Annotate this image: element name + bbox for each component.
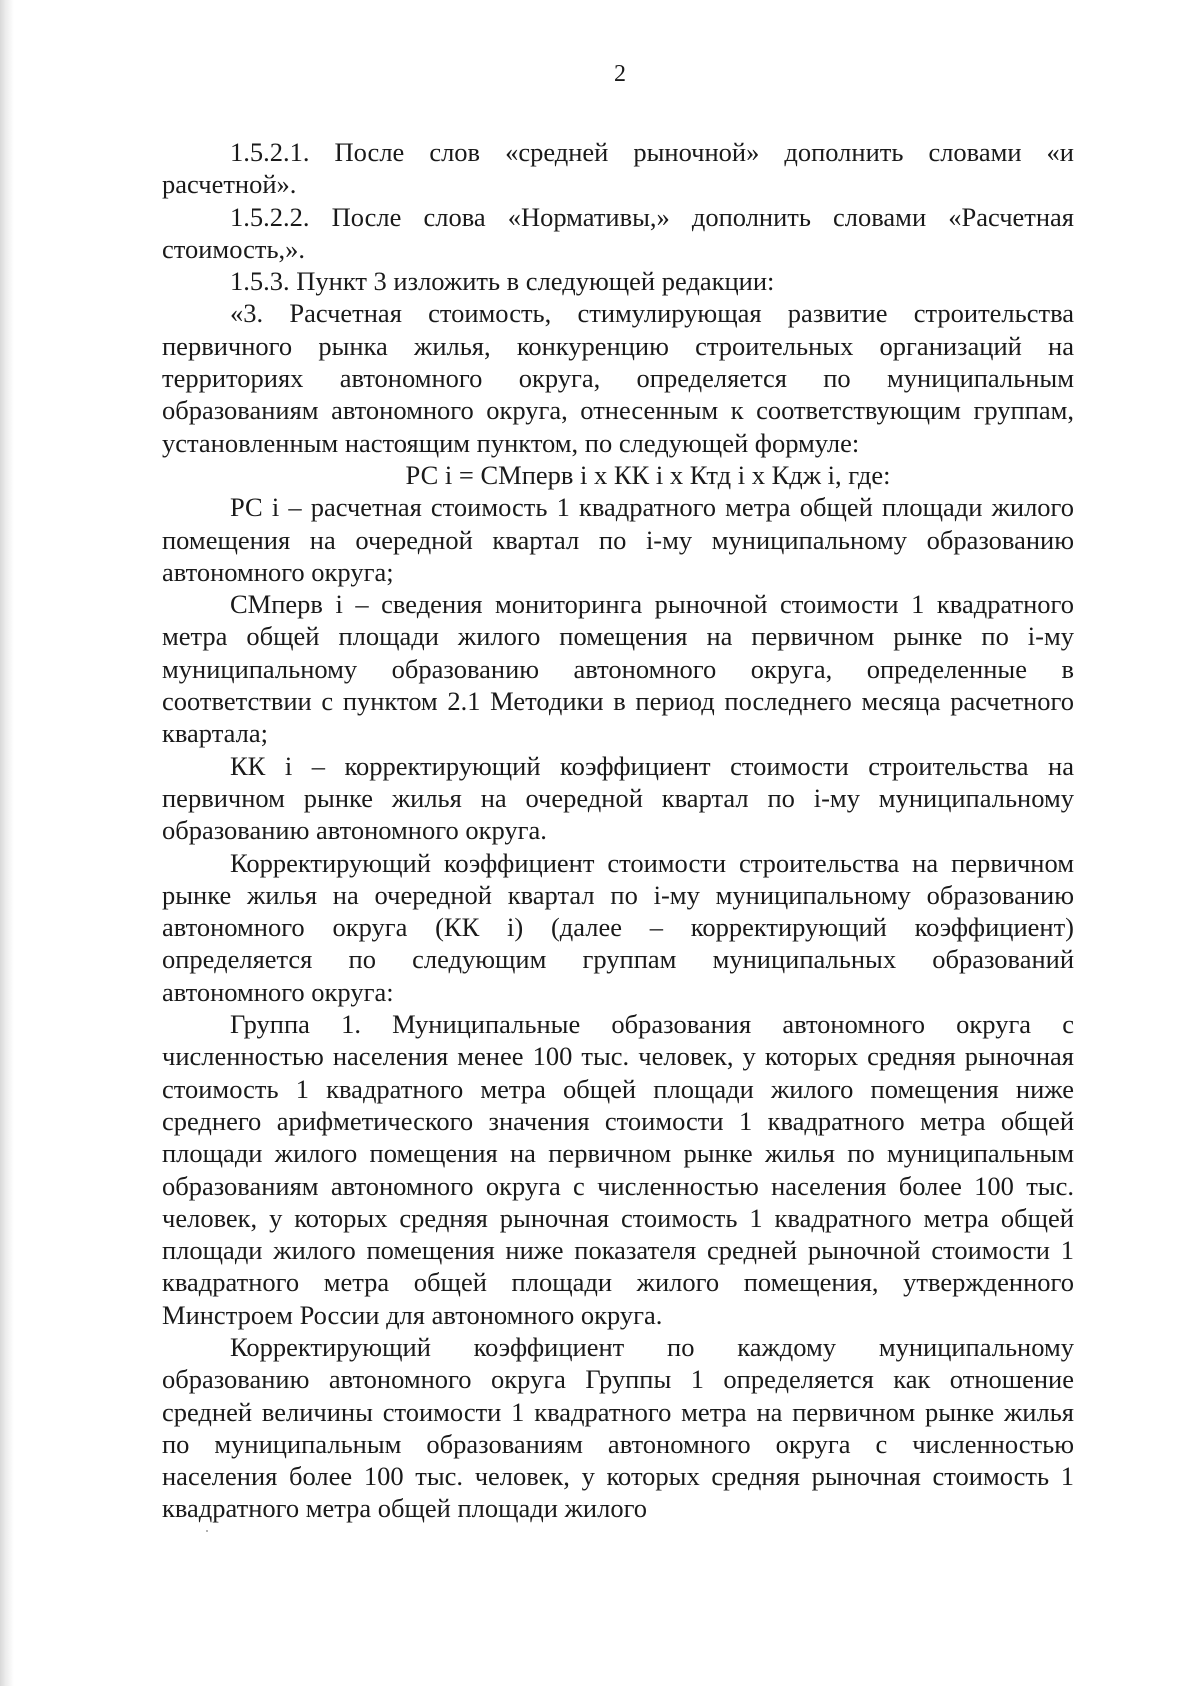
definition-smperv: СМперв i – сведения мониторинга рыночной стоимости 1 квадратного метра общей площади жилого помещения на первичном рынке по i-му муниципальному образованию автономного округа, определенные в соответствии с пунктом 2.1 Методики в период последнего месяца расчетного квартала;: [162, 589, 1074, 749]
paragraph-point-3: «3. Расчетная стоимость, стимулирующая развитие строительства первичного рынка жилья, конкуренцию строительных организаций на территориях автономного округа, определяется по муниципальным образованиям автономного округа, отнесенным к соответствующим группам, установленным настоящим пунктом, по следующей формуле:: [162, 298, 1074, 458]
scan-speck: [206, 1530, 208, 1532]
scan-edge-shadow: [0, 0, 14, 1686]
document-body: [162, 136, 1074, 1525]
definition-kk: КК i – корректирующий коэффициент стоимости строительства на первичном рынке жилья на очередной квартал по i-му муниципальному образованию автономного округа.: [162, 750, 1074, 846]
paragraph-1-5-2-1: 1.5.2.1. После слов «средней рыночной» дополнить словами «и расчетной».: [162, 137, 1074, 200]
paragraph-group-1: Группа 1. Муниципальные образования автономного округа с численностью населения менее 100 тыс. человек, у которых средняя рыночная стоимость 1 квадратного метра общей площади жилого помещения ниже среднего арифметического значения стоимости 1 квадратного метра общей площади жилого помещения на первичном рынке жилья по муниципальным образованиям автономного округа с численностью населения более 100 тыс. человек, у которых средняя рыночная стоимость 1 квадратного метра общей площади жилого помещения ниже показателя средней рыночной стоимости 1 квадратного метра общей площади жилого помещения, утвержденного Минстроем России для автономного округа.: [162, 1009, 1074, 1330]
paragraph-kk-groups: Корректирующий коэффициент стоимости строительства на первичном рынке жилья на очередной квартал по i-му муниципальному образованию автономного округа (КК i) (далее – корректирующий коэффициент) определяется по следующим группам муниципальных образований автономного округа:: [162, 847, 1074, 1007]
formula-line: РС i = СМперв i х КК i х Ктд i х Кдж i, где:: [405, 459, 891, 490]
page-number: 2: [614, 61, 626, 87]
paragraph-1-5-3: 1.5.3. Пункт 3 изложить в следующей редакции:: [230, 266, 775, 297]
paragraph-1-5-2-2: 1.5.2.2. После слова «Нормативы,» дополнить словами «Расчетная стоимость,».: [162, 201, 1074, 264]
definition-rs: РС i – расчетная стоимость 1 квадратного метра общей площади жилого помещения на очередной квартал по i-му муниципальному образованию автономного округа;: [162, 492, 1074, 587]
paragraph-group-1-coefficient: Корректирующий коэффициент по каждому муниципальному образованию автономного округа Группы 1 определяется как отношение средней величины стоимости 1 квадратного метра на первичном рынке жилья по муниципальным образованиям автономного округа с численностью населения более 100 тыс. человек, у которых средняя рыночная стоимость 1 квадратного метра общей площади жилого: [162, 1331, 1074, 1524]
